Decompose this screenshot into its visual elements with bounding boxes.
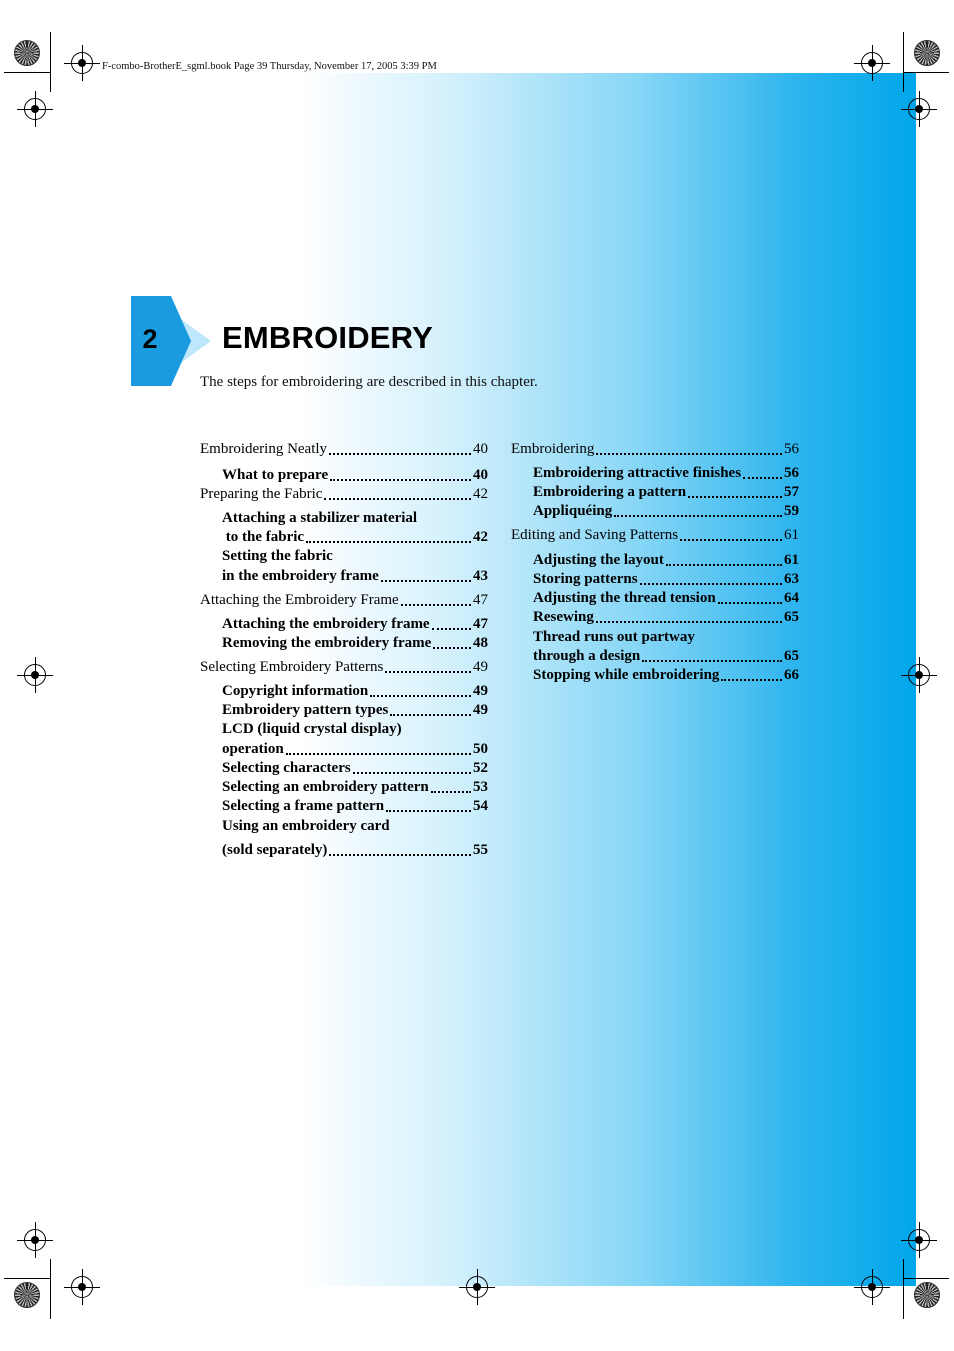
toc-entry-page: 50 [473,741,488,757]
toc-entry[interactable] [511,527,799,544]
toc-entry[interactable] [200,659,488,676]
toc-entry-page: 65 [784,609,799,625]
toc-entry-title: Editing and Saving Patterns [511,527,679,543]
toc-entry[interactable] [533,503,799,520]
toc-entry-page: 49 [473,683,488,699]
crosshair-mark-icon [861,52,883,74]
crop-line [903,32,904,92]
crop-line [903,1278,949,1279]
toc-entry-page: 64 [784,590,799,606]
crop-line [903,72,949,73]
toc-entry-page: 40 [473,467,488,483]
toc-entry[interactable] [222,798,488,815]
toc-entry-page: 61 [784,527,799,543]
toc-entry-title: Preparing the Fabric [200,486,323,502]
toc-entry-title: through a design [533,648,641,664]
toc-entry-title: Attaching the Embroidery Frame [200,592,399,608]
print-header-meta: F-combo-BrotherE_sgml.book Page 39 Thursday, November 17, 2005 3:39 PM [102,61,437,72]
crosshair-mark-icon [908,664,930,686]
toc-entry[interactable] [533,667,799,684]
toc-entry[interactable] [511,441,799,458]
registration-rosette-icon [14,1282,40,1308]
toc-entry[interactable] [222,683,488,700]
toc-entry-line[interactable]: Thread runs out partway [533,629,695,645]
toc-entry-page: 43 [473,568,488,584]
crop-line [903,1259,904,1319]
toc-entry-title: Embroidering a pattern [533,484,687,500]
crop-line [4,72,50,73]
toc-entry-page: 57 [784,484,799,500]
toc-entry-title: Adjusting the thread tension [533,590,716,606]
toc-entry-page: 53 [473,779,488,795]
toc-entry-page: 55 [473,842,488,858]
toc-entry[interactable] [222,529,488,546]
toc-entry[interactable] [200,592,488,609]
toc-entry-page: 47 [473,592,488,608]
crosshair-mark-icon [71,52,93,74]
toc-entry-page: 56 [784,465,799,481]
toc-entry-title: Adjusting the layout [533,552,664,568]
toc-entry-page: 66 [784,667,799,683]
toc-entry[interactable] [200,486,488,503]
crosshair-mark-icon [466,1276,488,1298]
toc-entry-page: 48 [473,635,488,651]
toc-entry[interactable] [533,571,799,588]
toc-entry-title: Resewing [533,609,594,625]
toc-entry-line[interactable]: Attaching a stabilizer material [222,510,418,526]
crosshair-mark-icon [71,1276,93,1298]
toc-entry-title: operation [222,741,284,757]
toc-entry-title: Attaching the embroidery frame [222,616,430,632]
toc-entry-page: 42 [473,529,488,545]
registration-rosette-icon [14,40,40,66]
toc-entry-page: 42 [473,486,488,502]
toc-entry[interactable] [222,467,488,484]
toc-entry-title: Embroidery pattern types [222,702,389,718]
registration-rosette-icon [914,40,940,66]
toc-entry-title: Embroidering Neatly [200,441,328,457]
toc-entry-page: 59 [784,503,799,519]
toc-entry[interactable] [222,702,488,719]
toc-entry-page: 49 [473,659,488,675]
crosshair-mark-icon [24,98,46,120]
toc-entry[interactable] [533,648,799,665]
toc-entry[interactable] [533,609,799,626]
toc-entry[interactable] [222,616,488,633]
crop-line [4,1278,50,1279]
toc-entry-page: 52 [473,760,488,776]
toc-entry-title: Selecting a frame pattern [222,798,385,814]
toc-entry-title: Embroidering [511,441,595,457]
toc-entry-title: Stopping while embroidering [533,667,720,683]
toc-entry-title: (sold separately) [222,842,328,858]
crop-line [50,32,51,92]
toc-entry[interactable] [533,590,799,607]
crosshair-mark-icon [24,664,46,686]
toc-entry[interactable] [533,484,799,501]
toc-entry-title: What to prepare [222,467,329,483]
toc-entry-page: 47 [473,616,488,632]
toc-entry[interactable] [222,842,488,859]
toc-entry-page: 61 [784,552,799,568]
toc-entry-title: to the fabric [222,529,305,545]
toc-entry-line[interactable]: Setting the fabric [222,548,333,564]
toc-entry-page: 65 [784,648,799,664]
toc-entry-title: Embroidering attractive finishes [533,465,742,481]
toc-entry-line[interactable]: Using an embroidery card [222,818,390,834]
toc-entry-title: Selecting an embroidery pattern [222,779,429,795]
crosshair-mark-icon [908,98,930,120]
toc-entry[interactable] [200,441,488,458]
toc-entry-title: Storing patterns [533,571,638,587]
toc-entry-line[interactable]: LCD (liquid crystal display) [222,721,402,737]
toc-entry-page: 40 [473,441,488,457]
toc-entry-title: Selecting Embroidery Patterns [200,659,384,675]
toc-entry-title: Appliquéing [533,503,613,519]
crosshair-mark-icon [908,1229,930,1251]
crosshair-mark-icon [861,1276,883,1298]
toc-entry-page: 49 [473,702,488,718]
chapter-number: 2 [142,324,158,354]
chapter-description: The steps for embroidering are described in this chapter. [200,374,538,390]
toc-entry[interactable] [533,552,799,569]
toc-entry[interactable] [222,568,488,585]
toc-entry[interactable] [222,635,488,652]
toc-entry-title: Copyright information [222,683,369,699]
toc-entry-title: in the embroidery frame [222,568,379,584]
toc-entry-title: Removing the embroidery frame [222,635,432,651]
toc-entry[interactable] [222,741,488,758]
registration-rosette-icon [914,1282,940,1308]
toc-entry-title: Selecting characters [222,760,351,776]
toc-entry[interactable] [222,779,488,796]
chapter-title: EMBROIDERY [222,320,433,355]
crosshair-mark-icon [24,1229,46,1251]
toc-entry-page: 63 [784,571,799,587]
crop-line [50,1259,51,1319]
toc-entry[interactable] [222,760,488,777]
toc-entry-page: 54 [473,798,488,814]
toc-entry[interactable] [533,465,799,482]
toc-entry-page: 56 [784,441,799,457]
